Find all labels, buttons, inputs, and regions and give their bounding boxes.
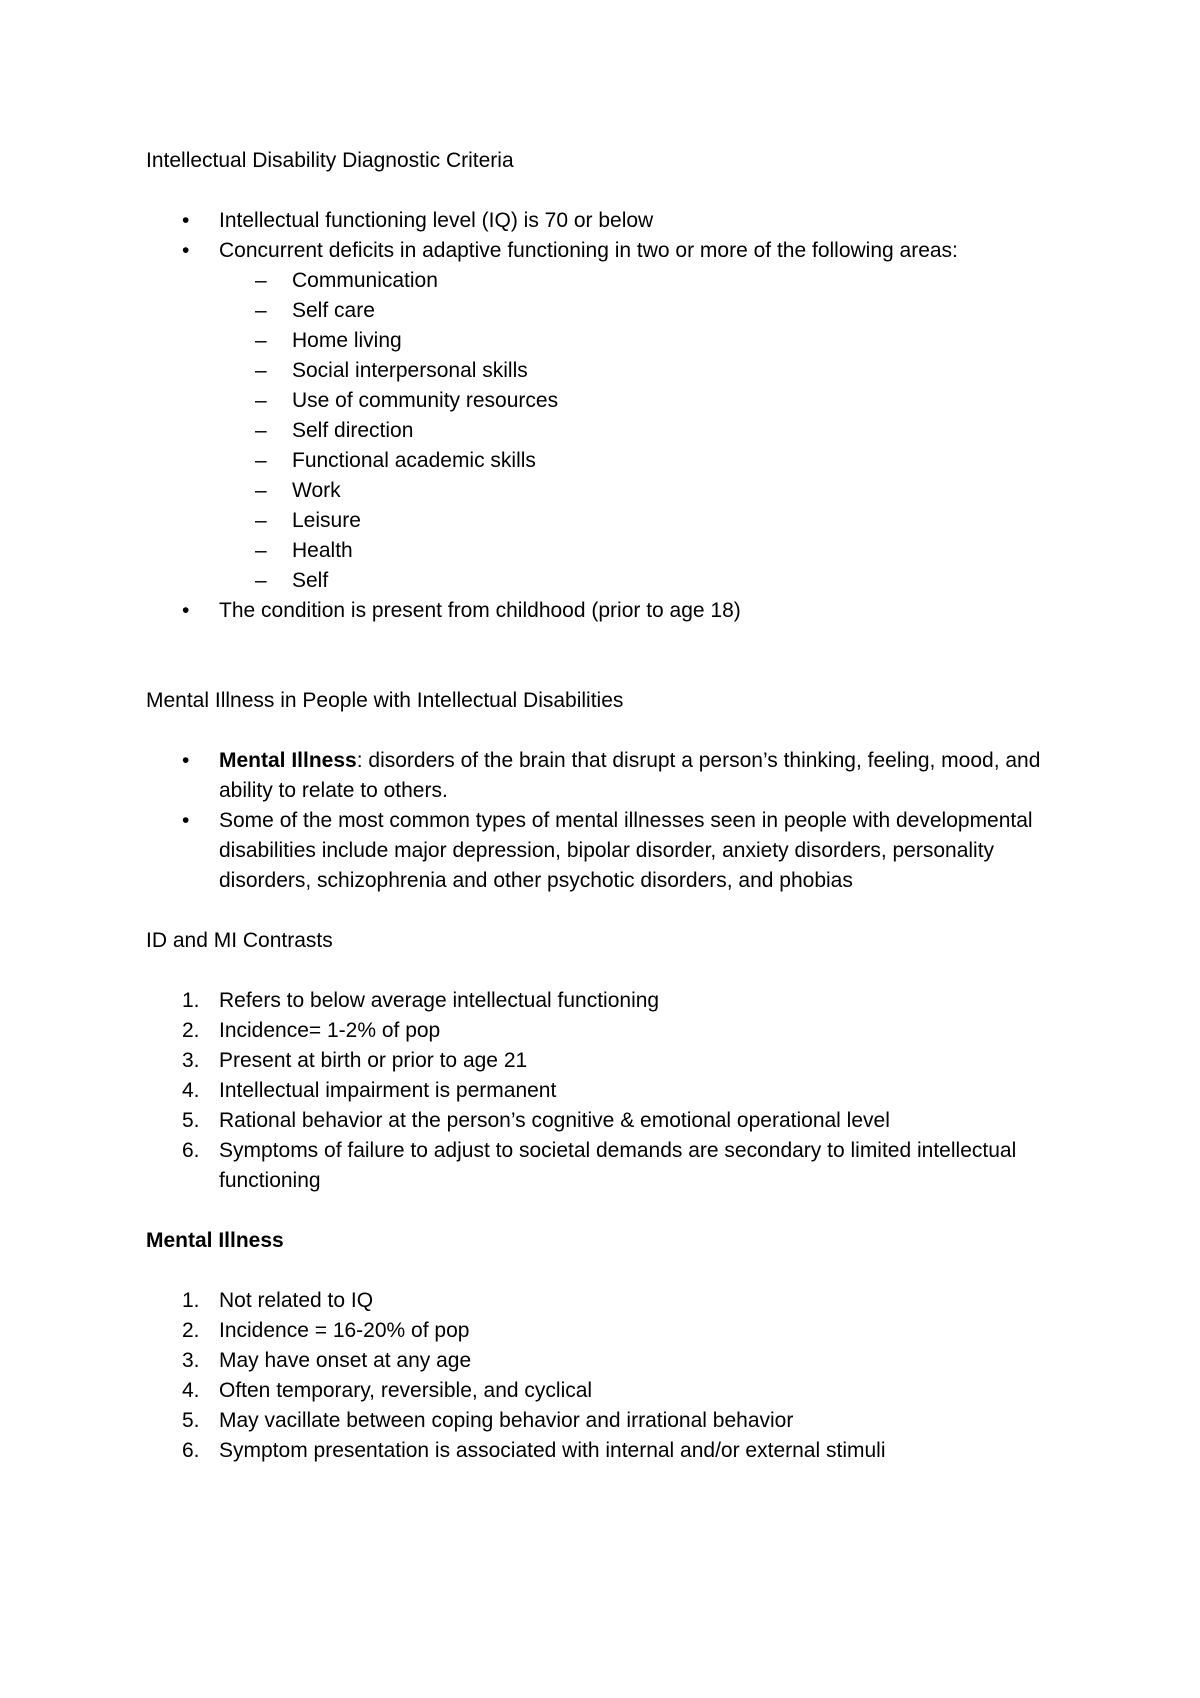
list-number: 2.: [182, 1019, 200, 1042]
list-item: [146, 236, 1066, 596]
list-item: [219, 506, 1066, 536]
dash-icon: –: [255, 449, 267, 472]
list-item: [146, 1436, 1066, 1466]
section-title-mental-illness: Mental Illness: [146, 1229, 284, 1252]
list-item-text: Concurrent deficits in adaptive functioning in two or more of the following areas:: [219, 239, 958, 262]
dash-icon: –: [255, 509, 267, 532]
list-item-text: May have onset at any age: [219, 1349, 472, 1372]
list-number: 4.: [182, 1379, 200, 1402]
list-item: [219, 356, 1066, 386]
list-item-text: Functional academic skills: [292, 449, 536, 472]
list-item-text: Self direction: [292, 419, 414, 442]
list-number: 1.: [182, 989, 200, 1012]
list-item-text: Incidence = 16-20% of pop: [219, 1319, 470, 1342]
list-item: [219, 386, 1066, 416]
list-item: [219, 326, 1066, 356]
list-item: [219, 536, 1066, 566]
definition-text: : disorders of the brain that disrupt a person’s thinking, feeling, mood, and ability to relate to others.: [219, 749, 1041, 802]
list-item-text: Symptom presentation is associated with internal and/or external stimuli: [219, 1439, 886, 1462]
list-item: [146, 1286, 1066, 1316]
dash-icon: –: [255, 539, 267, 562]
list-item-text: Some of the most common types of mental illnesses seen in people with developmental disabilities include major depression, bipolar disorder, anxiety disorders, personality disorders, schizophrenia and other psychotic disorders, and phobias: [219, 809, 1033, 892]
list-item-text: Work: [292, 479, 341, 502]
list-number: 5.: [182, 1409, 200, 1432]
list-item-text: Incidence= 1-2% of pop: [219, 1019, 441, 1042]
bullet-icon: •: [182, 599, 190, 622]
document-page: [146, 146, 1066, 1466]
list-item-text: Present at birth or prior to age 21: [219, 1049, 528, 1072]
list-item: [146, 1016, 1066, 1046]
list-item: [146, 206, 1066, 236]
dash-icon: –: [255, 479, 267, 502]
list-item: [146, 1136, 1066, 1196]
list-item: [146, 1346, 1066, 1376]
bullet-icon: •: [182, 749, 190, 772]
list-item: [146, 1046, 1066, 1076]
list-number: 6.: [182, 1439, 200, 1462]
section-title-mental-illness-in-id: Mental Illness in People with Intellectual Disabilities: [146, 689, 624, 712]
dash-icon: –: [255, 299, 267, 322]
list-item-text: Refers to below average intellectual functioning: [219, 989, 660, 1012]
adaptive-areas-list: [219, 266, 1066, 596]
list-item: [219, 476, 1066, 506]
list-item-text: Rational behavior at the person’s cognitive & emotional operational level: [219, 1109, 890, 1132]
section-title-diagnostic-criteria: Intellectual Disability Diagnostic Criteria: [146, 149, 514, 172]
list-item: [146, 1106, 1066, 1136]
list-item-text: Health: [292, 539, 353, 562]
list-item: [219, 416, 1066, 446]
bullet-icon: •: [182, 239, 190, 262]
list-item: [146, 1076, 1066, 1106]
list-item: [146, 1316, 1066, 1346]
list-item: [219, 446, 1066, 476]
list-item-text: Intellectual functioning level (IQ) is 70 or below: [219, 209, 654, 232]
list-item: [146, 986, 1066, 1016]
list-number: 3.: [182, 1049, 200, 1072]
list-item: [146, 806, 1066, 896]
dash-icon: –: [255, 569, 267, 592]
list-item-text: Intellectual impairment is permanent: [219, 1079, 557, 1102]
mental-illness-bullets: [146, 746, 1066, 896]
list-item-text: Self care: [292, 299, 375, 322]
section-title-contrasts: ID and MI Contrasts: [146, 929, 333, 952]
dash-icon: –: [255, 389, 267, 412]
list-item: [146, 1376, 1066, 1406]
term-mental-illness: Mental Illness: [219, 749, 357, 772]
list-item: [146, 746, 1066, 806]
list-item-text: Self: [292, 569, 329, 592]
list-item: [219, 296, 1066, 326]
list-number: 4.: [182, 1079, 200, 1102]
contrasts-list: [146, 986, 1066, 1196]
list-item: [146, 596, 1066, 626]
list-number: 6.: [182, 1139, 200, 1162]
bullet-icon: •: [182, 209, 190, 232]
list-number: 1.: [182, 1289, 200, 1312]
list-number: 5.: [182, 1109, 200, 1132]
list-number: 3.: [182, 1349, 200, 1372]
list-item: [219, 566, 1066, 596]
list-number: 2.: [182, 1319, 200, 1342]
list-item-text: Social interpersonal skills: [292, 359, 528, 382]
diagnostic-criteria-list: [146, 206, 1066, 626]
bullet-icon: •: [182, 809, 190, 832]
list-item-text: May vacillate between coping behavior and irrational behavior: [219, 1409, 794, 1432]
list-item-text: Leisure: [292, 509, 361, 532]
dash-icon: –: [255, 419, 267, 442]
list-item-text: Communication: [292, 269, 438, 292]
list-item: [219, 266, 1066, 296]
dash-icon: –: [255, 269, 267, 292]
list-item-text: Use of community resources: [292, 389, 559, 412]
list-item-text: Not related to IQ: [219, 1289, 374, 1312]
list-item: [146, 1406, 1066, 1436]
dash-icon: –: [255, 359, 267, 382]
list-item-text: Home living: [292, 329, 402, 352]
list-item-text: Symptoms of failure to adjust to societal demands are secondary to limited intellectual functioning: [219, 1139, 1017, 1192]
list-item-text: The condition is present from childhood (prior to age 18): [219, 599, 741, 622]
dash-icon: –: [255, 329, 267, 352]
list-item-text: Often temporary, reversible, and cyclical: [219, 1379, 593, 1402]
mental-illness-list: [146, 1286, 1066, 1466]
